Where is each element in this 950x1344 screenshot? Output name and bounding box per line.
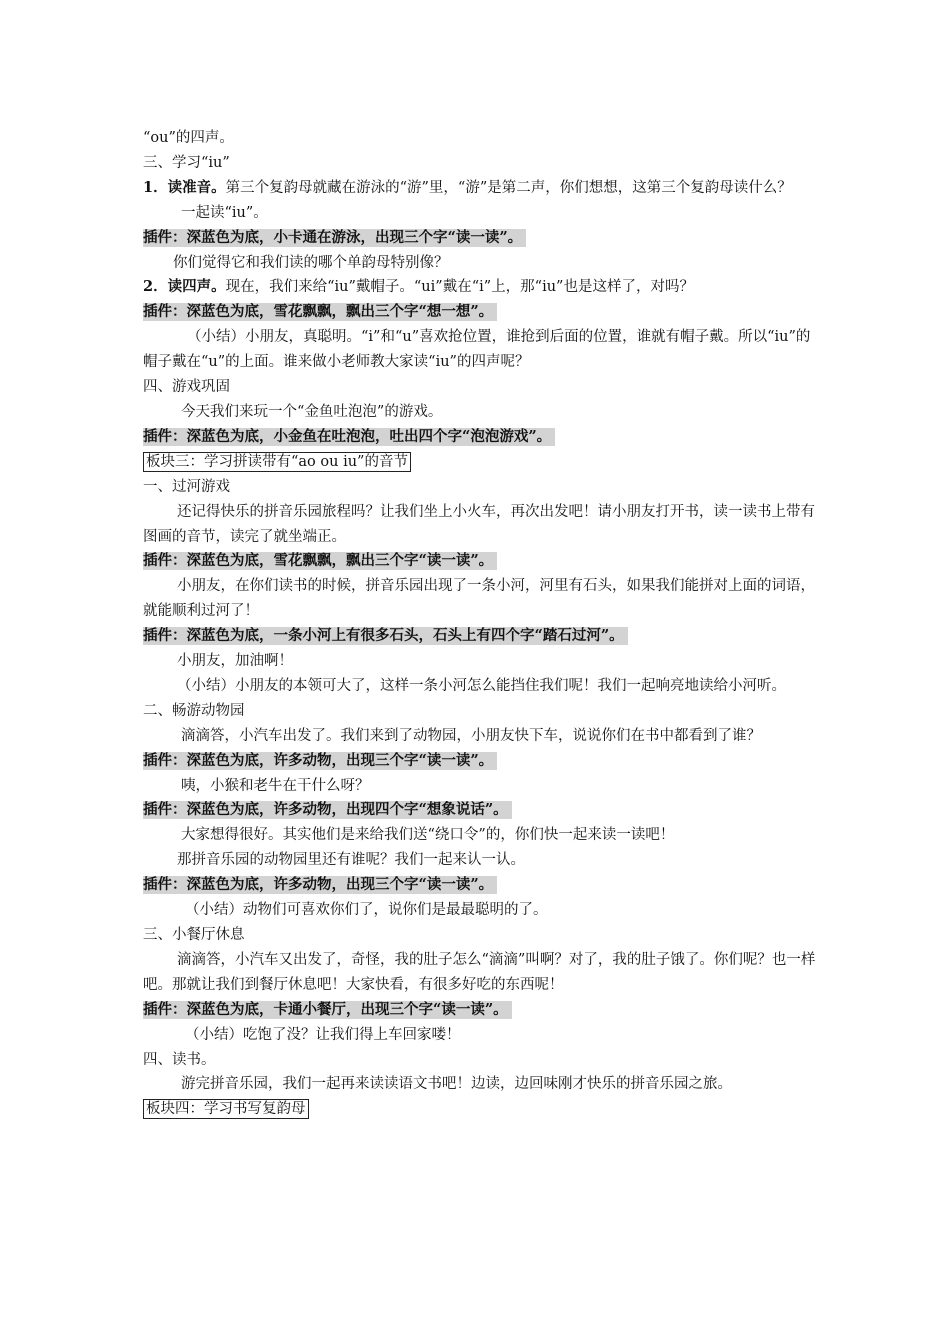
section-heading: 三、小餐厅休息 <box>143 927 245 943</box>
plugin-note: 插件：深蓝色为底，雪花飘飘，飘出三个字“读一读”。 <box>143 552 497 570</box>
text-line: 你们觉得它和我们读的哪个单韵母特别像？ <box>173 254 449 271</box>
section-heading: 三、学习“iu” <box>143 154 230 171</box>
plugin-note: 插件：深蓝色为底，卡通小餐厅，出现三个字“读一读”。 <box>143 1001 512 1019</box>
plugin-note: 插件：深蓝色为底，一条小河上有很多石头，石头上有四个字“踏石过河”。 <box>143 627 628 645</box>
text-line: （小结）动物们可喜欢你们了，说你们是最最聪明的了。 <box>185 902 548 919</box>
text-line: （小结）吃饱了没？让我们得上车回家喽！ <box>185 1026 461 1043</box>
text-line: 小朋友，加油啊！ <box>177 653 293 670</box>
document-page <box>143 126 823 1122</box>
plugin-note: 插件：深蓝色为底，许多动物，出现四个字“想象说话”。 <box>143 801 512 819</box>
block-heading: 板块三：学习拼读带有“ao ou iu”的音节 <box>143 452 411 472</box>
paragraph <box>143 176 823 201</box>
text-line: 大家想得很好。其实他们是来给我们送“绕口令”的，你们快一起来读一读吧！ <box>181 827 675 844</box>
plugin-note: 插件：深蓝色为底，雪花飘飘，飘出三个字“想一想”。 <box>143 303 497 321</box>
paragraph: 滴滴答，小汽车出发了。我们来到了动物园，小朋友快下车，说说你们在书中都看到了谁？ <box>181 727 761 744</box>
paragraph: 小朋友，在你们读书的时候，拼音乐园出现了一条小河，河里有石头，如果我们能拼对上面的词语，就能顺利过河了！ <box>143 578 815 620</box>
plugin-note: 插件：深蓝色为底，小卡通在游泳，出现三个字“读一读”。 <box>143 229 526 247</box>
plugin-note: 插件：深蓝色为底，小金鱼在吐泡泡，吐出四个字“泡泡游戏”。 <box>143 428 555 446</box>
section-heading: 四、读书。 <box>143 1051 216 1068</box>
paragraph: （小结）小朋友，真聪明。“i”和“u”喜欢抢位置，谁抢到后面的位置，谁就有帽子戴。所以“iu”的帽子戴在“u”的上面。谁来做小老师教大家读“iu”的四声呢？ <box>143 329 811 371</box>
text-line: “ou”的四声。 <box>143 130 234 146</box>
block-heading: 板块四：学习书写复韵母 <box>143 1099 309 1119</box>
text-line: 咦，小猴和老牛在干什么呀？ <box>181 777 370 794</box>
paragraph-text: 第三个复韵母就藏在游泳的“游”里，“游”是第二声，你们想想，这第三个复韵母读什么？ <box>225 179 792 196</box>
step-label: 2．读四声。 <box>143 278 226 296</box>
text-line: 游完拼音乐园，我们一起再来读读语文书吧！边读，边回味刚才快乐的拼音乐园之旅。 <box>181 1076 732 1093</box>
paragraph <box>143 275 823 300</box>
section-heading: 四、游戏巩固 <box>143 379 230 396</box>
paragraph: （小结）小朋友的本领可大了，这样一条小河怎么能挡住我们呢！我们一起响亮地读给小河听。 <box>177 677 786 694</box>
plugin-note: 插件：深蓝色为底，许多动物，出现三个字“读一读”。 <box>143 752 497 770</box>
text-line: 今天我们来玩一个“金鱼吐泡泡”的游戏。 <box>181 403 443 420</box>
text-line: 那拼音乐园的动物园里还有谁呢？我们一起来认一认。 <box>177 852 525 869</box>
section-heading: 二、畅游动物园 <box>143 702 245 719</box>
step-label: 1．读准音。 <box>143 178 226 196</box>
section-heading: 一、过河游戏 <box>143 478 230 495</box>
paragraph: 滴滴答，小汽车又出发了，奇怪，我的肚子怎么“滴滴”叫啊？对了，我的肚子饿了。你们呢？也一样吧。那就让我们到餐厅休息吧！大家快看，有很多好吃的东西呢！ <box>143 951 816 993</box>
paragraph: 还记得快乐的拼音乐园旅程吗？让我们坐上小火车，再次出发吧！请小朋友打开书，读一读书上带有图画的音节，读完了就坐端正。 <box>143 503 815 545</box>
text-line: 一起读“iu”。 <box>181 204 268 221</box>
paragraph-text: 现在，我们来给“iu”戴帽子。“ui”戴在“i”上，那“iu”也是这样了，对吗？ <box>225 279 694 296</box>
plugin-note: 插件：深蓝色为底，许多动物，出现三个字“读一读”。 <box>143 876 497 894</box>
